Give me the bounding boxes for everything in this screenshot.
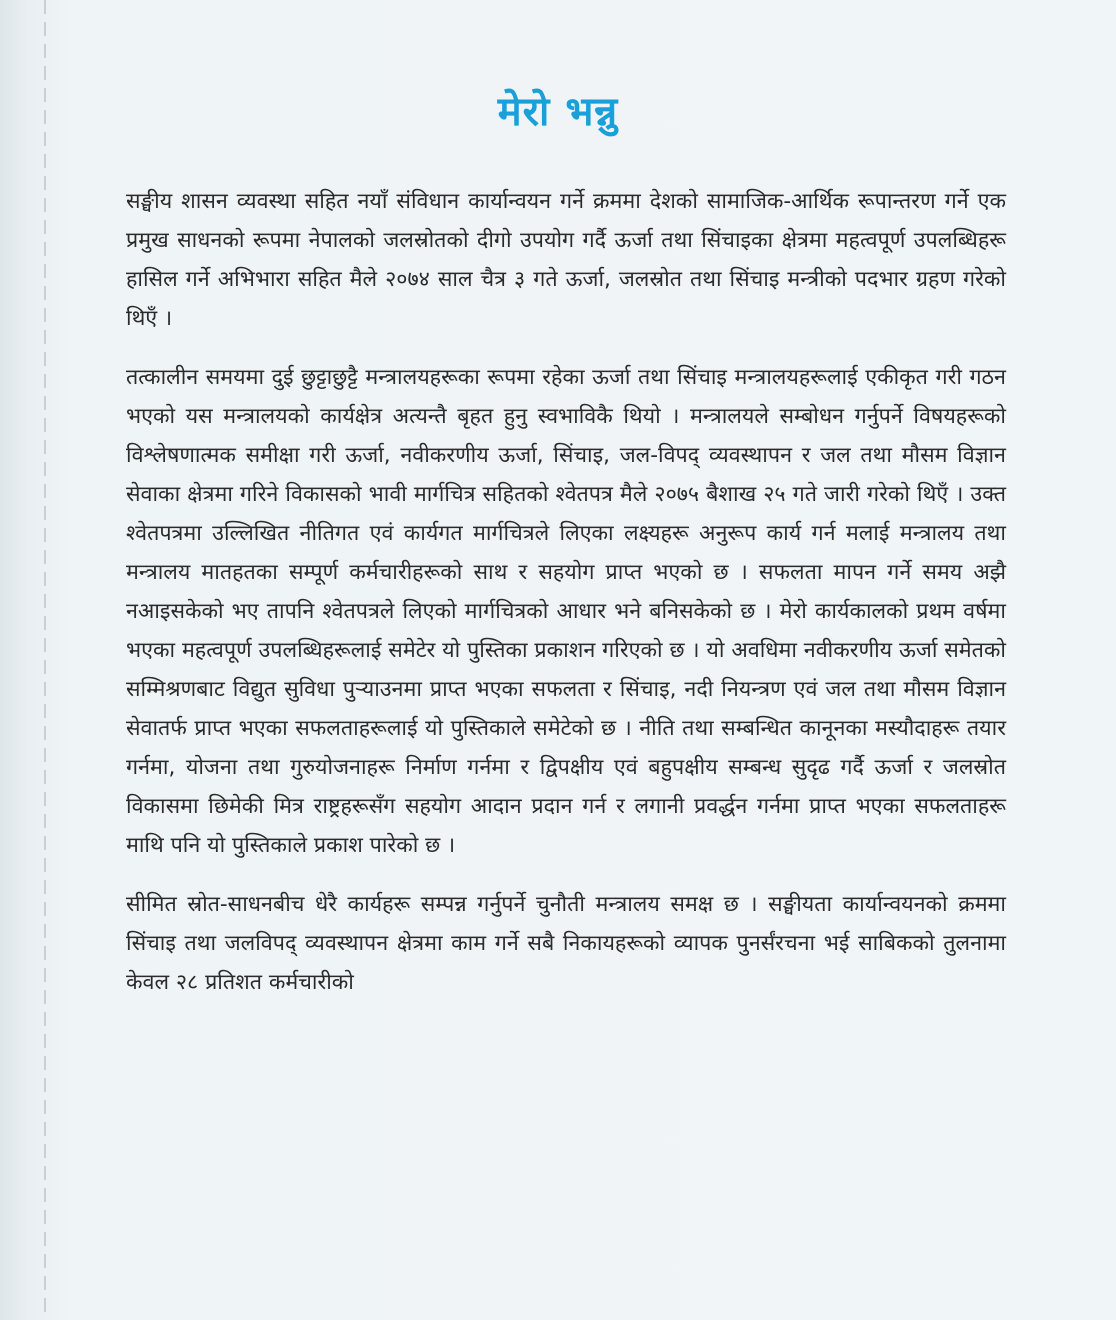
paragraph-2: तत्कालीन समयमा दुई छुट्टाछुट्टै मन्त्रालयहरूका रूपमा रहेका ऊर्जा तथा सिंचाइ मन्त्रालयहरूलाई एकीकृत गरी गठन भएको यस मन्त्रालयको कार्यक्षेत्र अत्यन्तै बृहत हुनु स्वभाविकै थियो । मन्त्रालयले सम्बोधन गर्नुपर्ने विषयहरूको विश्लेषणात्मक समीक्षा गरी ऊर्जा, नवीकरणीय ऊर्जा, सिंचाइ, जल-विपद् व्यवस्थापन र जल तथा मौसम विज्ञान सेवाका क्षेत्रमा गरिने विकासको भावी मार्गचित्र सहितको श्वेतपत्र मैले २०७५ बैशाख २५ गते जारी गरेको थिएँ । उक्त श्वेतपत्रमा उल्लिखित नीतिगत एवं कार्यगत मार्गचित्रले लिएका लक्ष्यहरू अनुरूप कार्य गर्न मलाई मन्त्रालय तथा मन्त्रालय मातहतका सम्पूर्ण कर्मचारीहरूको साथ र सहयोग प्राप्त भएको छ । सफलता मापन गर्ने समय अझै नआइसकेको भए तापनि श्वेतपत्रले लिएको मार्गचित्रको आधार भने बनिसकेको छ । मेरो कार्यकालको प्रथम वर्षमा भएका महत्वपूर्ण उपलब्धिहरूलाई समेटेर यो पुस्तिका प्रकाशन गरिएको छ । यो अवधिमा नवीकरणीय ऊर्जा समेतको सम्मिश्रणबाट विद्युत सुविधा पुर्‍याउनमा प्राप्त भएका सफलता र सिंचाइ, नदी नियन्त्रण एवं जल तथा मौसम विज्ञान सेवातर्फ प्राप्त भएका सफलताहरूलाई यो पुस्तिकाले समेटेको छ । नीति तथा सम्बन्धित कानूनका मस्यौदाहरू तयार गर्नमा, योजना तथा गुरुयोजनाहरू निर्माण गर्नमा र द्विपक्षीय एवं बहुपक्षीय सम्बन्ध सुदृढ गर्दै ऊर्जा र जलस्रोत विकासमा छिमेकी मित्र राष्ट्रहरूसँग सहयोग आदान प्रदान गर्न र लगानी प्रवर्द्धन गर्नमा प्राप्त भएका सफलताहरू माथि पनि यो पुस्तिकाले प्रकाश पारेको छ । [126,365,1006,858]
paragraph-3: सीमित स्रोत-साधनबीच धेरै कार्यहरू सम्पन्न गर्नुपर्ने चुनौती मन्त्रालय समक्ष छ । सङ्घीयता कार्यान्वयनको क्रममा सिंचाइ तथा जलविपद् व्यवस्थापन क्षेत्रमा काम गर्ने सबै निकायहरूको व्यापक पुनर्संरचना भई साबिकको तुलनामा केवल २८ प्रतिशत कर्मचारीको [126,892,1006,995]
page-title: मेरो भन्नु [497,89,619,135]
paragraph-1: सङ्घीय शासन व्यवस्था सहित नयाँ संविधान कार्यान्वयन गर्ने क्रममा देशको सामाजिक-आर्थिक रूपान्तरण गर्ने एक प्रमुख साधनको रूपमा नेपालको जलस्रोतको दीगो उपयोग गर्दै ऊर्जा तथा सिंचाइका क्षेत्रमा महत्वपूर्ण उपलब्धिहरू हासिल गर्ने अभिभारा सहित मैले २०७४ साल चैत्र ३ गते ऊर्जा, जलस्रोत तथा सिंचाइ मन्त्रीको पदभार ग्रहण गरेको थिएँ । [126,189,1006,331]
document-body [126,182,1006,1022]
binding-edge [44,0,46,1320]
